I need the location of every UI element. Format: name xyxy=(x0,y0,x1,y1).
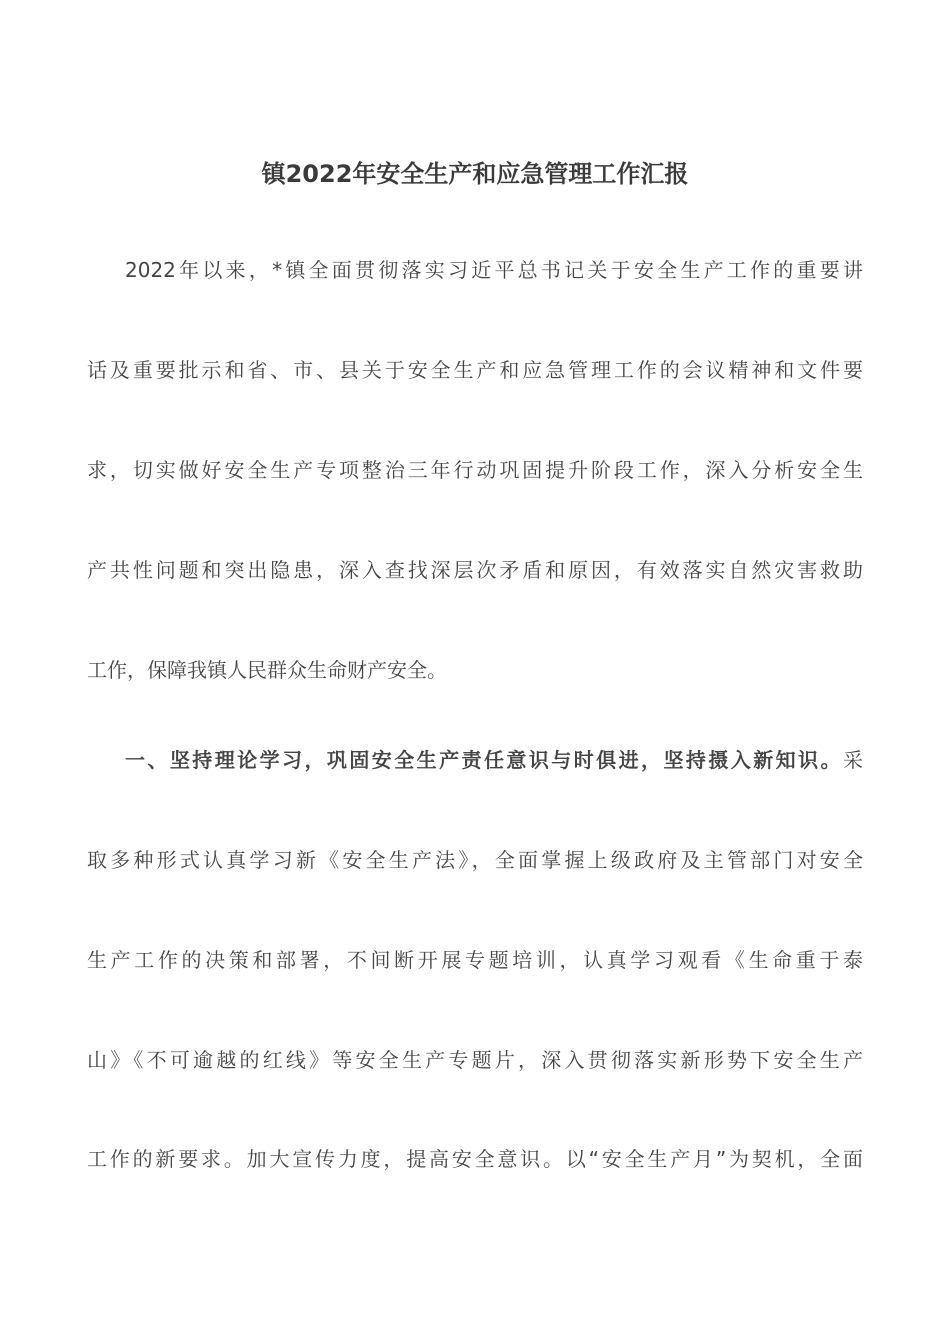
paragraph-1-line-3: 求，切实做好安全生产专项整治三年行动巩固提升阶段工作，深入分析安全生 xyxy=(87,458,863,482)
paragraph-1-line-4: 产共性问题和突出隐患，深入查找深层次矛盾和原因，有效落实自然灾害救助 xyxy=(87,558,863,582)
document-title: 镇2022年安全生产和应急管理工作汇报 xyxy=(261,160,689,188)
paragraph-1-line-1: 2022年以来，*镇全面贯彻落实习近平总书记关于安全生产工作的重要讲 xyxy=(125,258,863,282)
paragraph-2-line-2: 取多种形式认真学习新《安全生产法》，全面掌握上级政府及主管部门对安全 xyxy=(87,848,863,872)
paragraph-1-line-5: 工作，保障我镇人民群众生命财产安全。 xyxy=(87,658,447,682)
paragraph-2-line-4: 山》《不可逾越的红线》等安全生产专题片，深入贯彻落实新形势下安全生产 xyxy=(87,1048,863,1072)
paragraph-2-first-line-tail: 采 xyxy=(843,748,863,772)
paragraph-2-line-1 xyxy=(125,745,863,775)
paragraph-1-line-2: 话及重要批示和省、市、县关于安全生产和应急管理工作的会议精神和文件要 xyxy=(87,358,863,382)
paragraph-2-line-5: 工作的新要求。加大宣传力度，提高安全意识。以“安全生产月”为契机，全面 xyxy=(87,1147,863,1171)
section-heading: 一、坚持理论学习，巩固安全生产责任意识与时俱进，坚持摄入新知识。 xyxy=(125,748,843,772)
paragraph-2-line-3: 生产工作的决策和部署，不间断开展专题培训，认真学习观看《生命重于泰 xyxy=(87,948,863,972)
